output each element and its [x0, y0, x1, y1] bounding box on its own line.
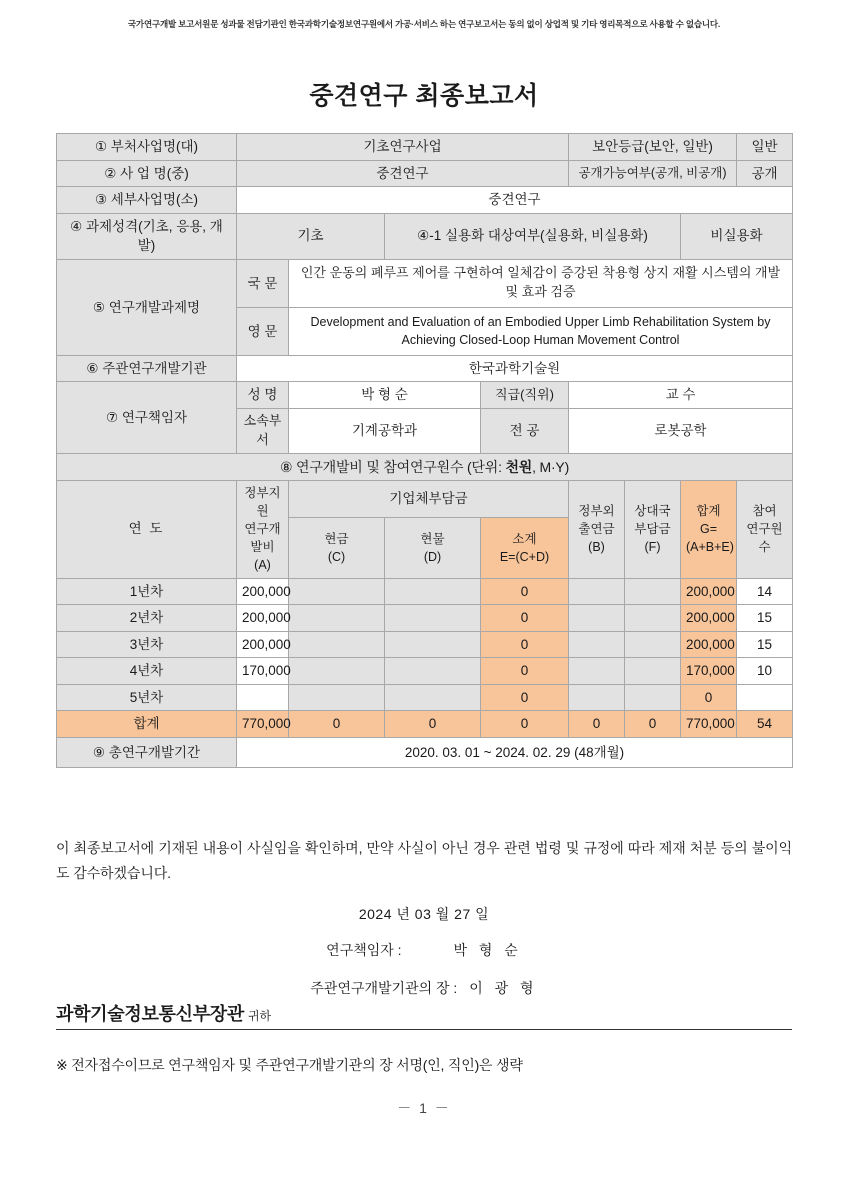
- budget-title-unit: 천원: [505, 458, 533, 475]
- budget-total-row: [57, 711, 793, 738]
- budget-cell-nongov: [569, 631, 625, 658]
- report-info-table: [56, 133, 793, 768]
- budget-cell-cash: [289, 578, 385, 605]
- researchers-line2: 연구원수: [746, 522, 783, 555]
- inkind-line1: 현물: [420, 531, 445, 546]
- budget-cell-cash: [289, 631, 385, 658]
- budget-row: [57, 684, 793, 711]
- budget-cell-subtotal: 0: [481, 684, 569, 711]
- budget-cell-gov: 200,000: [237, 631, 289, 658]
- budget-cell-researchers: 14: [737, 578, 793, 605]
- budget-cell-inkind: [385, 631, 481, 658]
- row5-ko-value: 인간 운동의 폐루프 제어를 구현하여 일체감이 증강된 착용형 상지 재활 시스템의 개발 및 효과 검증: [289, 259, 793, 307]
- row7-dept-label: 소속부서: [237, 408, 289, 453]
- total-line2: G=(A+B+E): [686, 522, 734, 555]
- table-row: [57, 382, 793, 409]
- budget-cell-nongov: [569, 684, 625, 711]
- row5-label: ⑤ 연구개발과제명: [57, 259, 237, 355]
- budget-cell-partner: [625, 605, 681, 632]
- nongov-line3: (B): [588, 540, 605, 555]
- row7-position-value: 교 수: [569, 382, 793, 409]
- budget-cell-cash: [289, 658, 385, 685]
- budget-col-year: 연 도: [57, 480, 237, 578]
- budget-cell-total: 200,000: [681, 578, 737, 605]
- budget-total-year: 합계: [57, 711, 237, 738]
- table-row: [57, 355, 793, 382]
- budget-cell-year: 1년차: [57, 578, 237, 605]
- row4-right-label: ④-1 실용화 대상여부(실용화, 비실용화): [385, 213, 681, 259]
- subtotal-line2: E=(C+D): [499, 549, 550, 564]
- budget-header-row: [57, 480, 793, 517]
- row2-value: 중견연구: [237, 160, 569, 187]
- budget-cell-gov: 170,000: [237, 658, 289, 685]
- table-row: [57, 259, 793, 307]
- gov-fund-line3: (A): [254, 558, 271, 573]
- table-row: [57, 453, 793, 480]
- signature-leader: [0, 940, 848, 960]
- budget-cell-gov: 200,000: [237, 605, 289, 632]
- partner-line1: 상대국: [634, 504, 671, 519]
- budget-col-cash: [289, 518, 385, 578]
- budget-col-company-group: 기업체부담금: [289, 480, 569, 517]
- budget-row: [57, 631, 793, 658]
- budget-total-subtotal: 0: [481, 711, 569, 738]
- nongov-line1: 정부외: [578, 504, 615, 519]
- row1-right-label: 보안등급(보안, 일반): [569, 134, 737, 161]
- budget-cell-total: 200,000: [681, 605, 737, 632]
- row7-position-label: 직급(직위): [481, 382, 569, 409]
- leader-label: 연구책임자 :: [326, 942, 402, 958]
- row7-name-label: 성 명: [237, 382, 289, 409]
- budget-body: [57, 578, 793, 737]
- row1-label: ① 부처사업명(대): [57, 134, 237, 161]
- row5-en-label: 영 문: [237, 307, 289, 355]
- budget-total-inkind: 0: [385, 711, 481, 738]
- researchers-line1: 참여: [752, 504, 777, 519]
- budget-cell-partner: [625, 658, 681, 685]
- budget-cell-total: 200,000: [681, 631, 737, 658]
- inkind-line2: (D): [423, 549, 442, 564]
- row7-major-value: 로봇공학: [569, 408, 793, 453]
- budget-cell-total: 0: [681, 684, 737, 711]
- addressee-suffix: 귀하: [247, 1009, 272, 1023]
- row2-label: ② 사 업 명(중): [57, 160, 237, 187]
- budget-cell-year: 4년차: [57, 658, 237, 685]
- budget-cell-subtotal: 0: [481, 658, 569, 685]
- row4-value: 기초: [237, 213, 385, 259]
- budget-cell-nongov: [569, 578, 625, 605]
- row3-value: 중견연구: [237, 187, 793, 214]
- row4-right-value: 비실용화: [681, 213, 793, 259]
- addressee: [56, 1000, 792, 1030]
- leader-name: 박 형 순: [453, 942, 522, 958]
- nongov-line2: 출연금: [578, 522, 615, 537]
- page-title: 중견연구 최종보고서: [309, 82, 539, 110]
- budget-cell-total: 170,000: [681, 658, 737, 685]
- budget-cell-year: 5년차: [57, 684, 237, 711]
- budget-col-total: [681, 480, 737, 578]
- row7-dept-value: 기계공학과: [289, 408, 481, 453]
- budget-section-title: [57, 453, 793, 480]
- org-head-name: 이 광 형: [469, 980, 538, 996]
- table-row: [57, 187, 793, 214]
- row7-label: ⑦ 연구책임자: [57, 382, 237, 453]
- budget-total-total: 770,000: [681, 711, 737, 738]
- budget-row: [57, 658, 793, 685]
- gov-fund-line1: 정부지원: [244, 485, 281, 519]
- budget-col-researchers: [737, 480, 793, 578]
- budget-cell-partner: [625, 578, 681, 605]
- footnote: ※ 전자접수이므로 연구책임자 및 주관연구개발기관의 장 서명(인, 직인)은 생략: [56, 1057, 523, 1073]
- org-head-label: 주관연구개발기관의 장 :: [310, 980, 458, 996]
- budget-total-cash: 0: [289, 711, 385, 738]
- row1-right-value: 일반: [737, 134, 793, 161]
- budget-cell-gov: 200,000: [237, 578, 289, 605]
- total-line1: 합계: [696, 504, 721, 519]
- row2-right-value: 공개: [737, 160, 793, 187]
- budget-cell-cash: [289, 684, 385, 711]
- budget-cell-researchers: [737, 684, 793, 711]
- copyright-notice: 국가연구개발 보고서원문 성과물 전담기관인 한국과학기술정보연구원에서 가공·서비스 하는 연구보고서는 동의 없이 상업적 및 기타 영리목적으로 사용할 수 없습니다.: [127, 19, 721, 29]
- budget-cell-nongov: [569, 605, 625, 632]
- table-row: [57, 134, 793, 161]
- row4-label: ④ 과제성격(기초, 응용, 개발): [57, 213, 237, 259]
- budget-cell-gov: [237, 684, 289, 711]
- budget-cell-researchers: 15: [737, 605, 793, 632]
- budget-title-prefix: ⑧ 연구개발비 및 참여연구원수 (단위:: [279, 458, 506, 475]
- table-row: [57, 737, 793, 767]
- table-row: [57, 160, 793, 187]
- budget-cell-inkind: [385, 605, 481, 632]
- row2-right-label: 공개가능여부(공개, 비공개): [569, 160, 737, 187]
- budget-cell-inkind: [385, 658, 481, 685]
- cash-line2: (C): [327, 549, 346, 564]
- row6-label: ⑥ 주관연구개발기관: [57, 355, 237, 382]
- signature-org-head: [0, 978, 848, 998]
- gov-fund-line2: 연구개발비: [244, 522, 281, 555]
- row9-value: 2020. 03. 01 ~ 2024. 02. 29 (48개월): [237, 737, 793, 767]
- budget-cell-year: 3년차: [57, 631, 237, 658]
- row5-ko-label: 국 문: [237, 259, 289, 307]
- budget-col-subtotal: [481, 518, 569, 578]
- partner-line2: 부담금: [634, 522, 671, 537]
- table-row: [57, 213, 793, 259]
- budget-col-partner: [625, 480, 681, 578]
- row9-label: ⑨ 총연구개발기간: [57, 737, 237, 767]
- budget-cell-cash: [289, 605, 385, 632]
- declaration-statement: 이 최종보고서에 기재된 내용이 사실임을 확인하며, 만약 사실이 아닌 경우 관련 법령 및 규정에 따라 제재 처분 등의 불이익도 감수하겠습니다.: [56, 840, 792, 881]
- addressee-title: 과학기술정보통신부장관: [56, 1004, 244, 1024]
- budget-cell-inkind: [385, 684, 481, 711]
- partner-line3: (F): [644, 540, 661, 555]
- budget-cell-subtotal: 0: [481, 578, 569, 605]
- budget-cell-nongov: [569, 658, 625, 685]
- budget-row: [57, 578, 793, 605]
- row7-major-label: 전 공: [481, 408, 569, 453]
- budget-col-nongov: [569, 480, 625, 578]
- budget-cell-researchers: 10: [737, 658, 793, 685]
- row7-name-value: 박 형 순: [289, 382, 481, 409]
- budget-cell-partner: [625, 684, 681, 711]
- budget-title-suffix: , M·Y): [532, 458, 570, 475]
- cash-line1: 현금: [324, 531, 349, 546]
- row6-value: 한국과학기술원: [237, 355, 793, 382]
- budget-cell-subtotal: 0: [481, 631, 569, 658]
- row5-en-value: Development and Evaluation of an Embodied Upper Limb Rehabilitation System by Achieving Closed-Loop Human Movement Control: [289, 307, 793, 355]
- signature-date: 2024 년 03 월 27 일: [358, 906, 490, 922]
- budget-cell-year: 2년차: [57, 605, 237, 632]
- budget-total-partner: 0: [625, 711, 681, 738]
- budget-total-researchers: 54: [737, 711, 793, 738]
- budget-total-nongov: 0: [569, 711, 625, 738]
- page-number: － 1 －: [397, 1100, 451, 1116]
- budget-row: [57, 605, 793, 632]
- budget-cell-partner: [625, 631, 681, 658]
- row3-label: ③ 세부사업명(소): [57, 187, 237, 214]
- subtotal-line1: 소계: [512, 531, 537, 546]
- budget-col-gov-fund: [237, 480, 289, 578]
- budget-total-gov: 770,000: [237, 711, 289, 738]
- budget-cell-subtotal: 0: [481, 605, 569, 632]
- budget-col-inkind: [385, 518, 481, 578]
- budget-cell-inkind: [385, 578, 481, 605]
- row1-value: 기초연구사업: [237, 134, 569, 161]
- budget-cell-researchers: 15: [737, 631, 793, 658]
